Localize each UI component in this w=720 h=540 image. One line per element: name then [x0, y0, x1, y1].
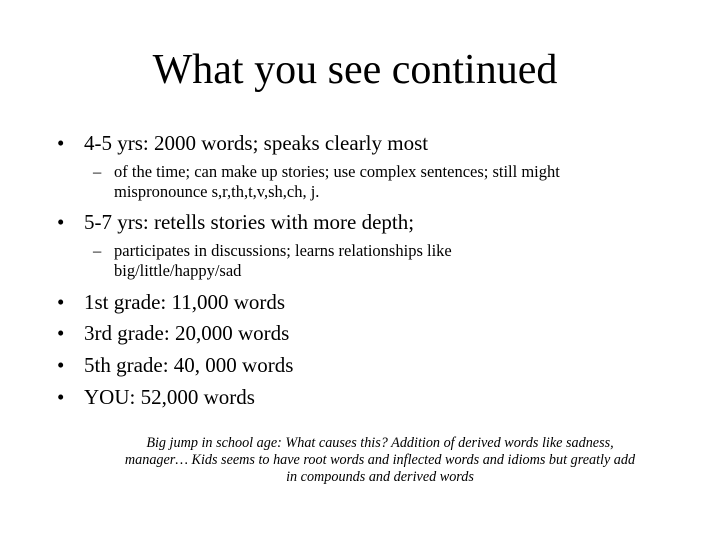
bullet-mark: • [57, 131, 65, 155]
bullet-mark: • [57, 290, 65, 314]
slide-title: What you see continued [152, 47, 558, 93]
sub-bullet-line: mispronounce s,r,th,t,v,sh,ch, j. [114, 182, 320, 201]
sub-bullet-line: of the time; can make up stories; use complex sentences; still might [114, 162, 560, 181]
bullet-text: YOU: 52,000 words [84, 385, 255, 409]
bullet-mark: • [57, 321, 65, 345]
dash-mark: – [93, 162, 102, 181]
bullet-item [57, 353, 293, 377]
bullet-text: 3rd grade: 20,000 words [84, 321, 290, 345]
bullet-item [57, 290, 285, 314]
bullet-item [57, 131, 428, 155]
footnote-line: Big jump in school age: What causes this? Addition of derived words like sadness, [146, 435, 614, 451]
footnote-line: manager… Kids seems to have root words and inflected words and idioms but greatly add [124, 452, 636, 468]
bullet-text: 5-7 yrs: retells stories with more depth; [84, 210, 415, 234]
sub-bullet [93, 162, 560, 202]
bullet-text: 1st grade: 11,000 words [84, 290, 286, 314]
bullet-mark: • [57, 353, 65, 377]
bullet-item [57, 210, 414, 234]
footnote-line: in compounds and derived words [286, 469, 474, 485]
footnote [80, 435, 680, 486]
bullet-mark: • [57, 385, 65, 409]
bullet-text: 5th grade: 40, 000 words [84, 353, 294, 377]
bullet-item [57, 385, 255, 409]
sub-bullet [93, 241, 452, 281]
sub-bullet-line: participates in discussions; learns relationships like [114, 241, 452, 260]
bullet-text: 4-5 yrs: 2000 words; speaks clearly most [84, 131, 429, 155]
dash-mark: – [93, 241, 102, 260]
sub-bullet-line: big/little/happy/sad [114, 261, 242, 280]
bullet-item [57, 321, 289, 345]
bullet-mark: • [57, 210, 65, 234]
